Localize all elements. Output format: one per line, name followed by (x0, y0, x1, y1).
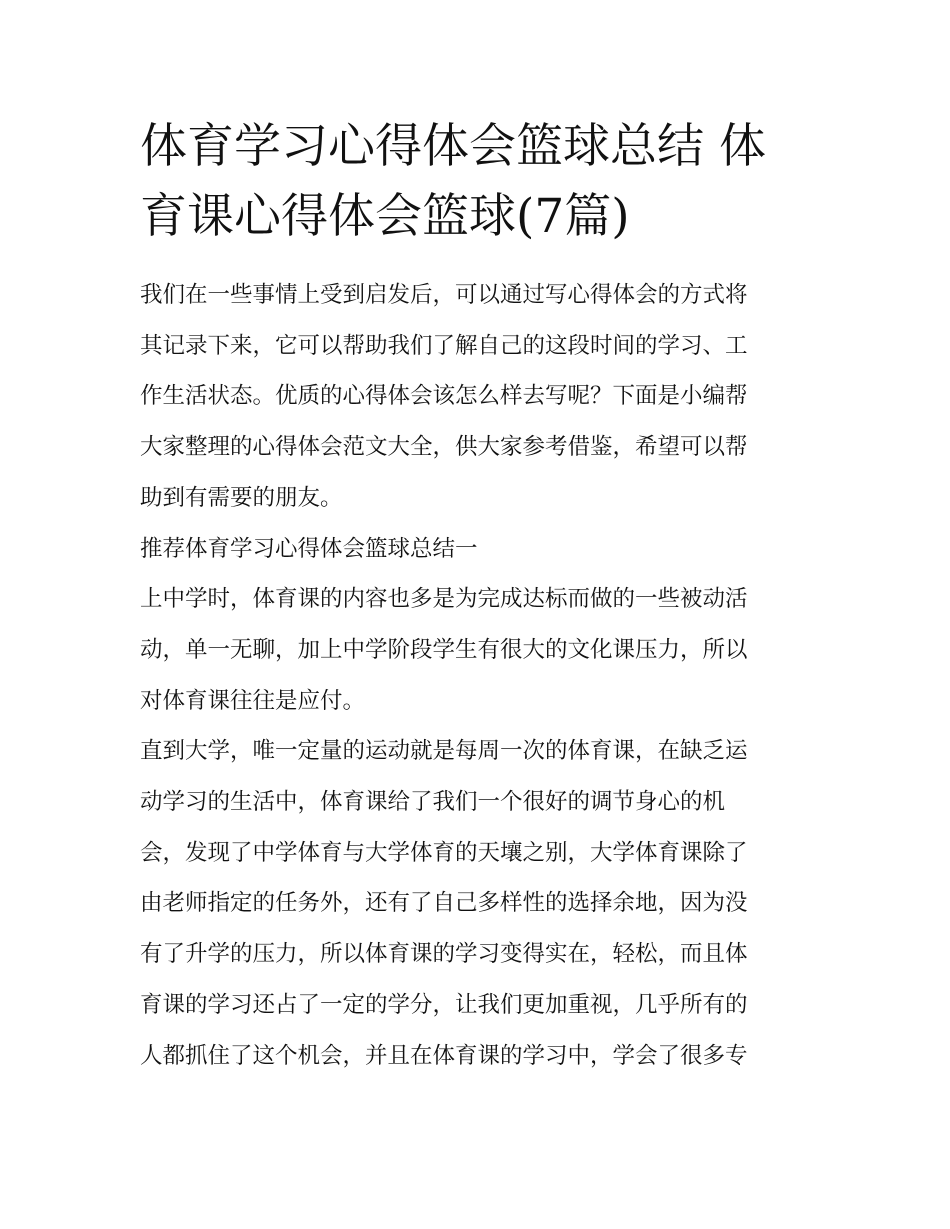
text-line: 由老师指定的任务外，还有了自己多样性的选择余地，因为没 (140, 890, 748, 917)
text-line: 上中学时，体育课的内容也多是为完成达标而做的一些被动活 (140, 586, 748, 613)
text-line: 人都抓住了这个机会，并且在体育课的学习中，学会了很多专 (140, 1042, 748, 1069)
body-paragraph (140, 574, 815, 726)
text-line: 作生活状态。优质的心得体会该怎么样去写呢？下面是小编帮 (140, 383, 748, 410)
text-line: 直到大学，唯一定量的运动就是每周一次的体育课，在缺乏运 (140, 738, 748, 765)
text-line: 育课的学习还占了一定的学分，让我们更加重视，几乎所有的 (140, 991, 748, 1018)
document-body (140, 270, 815, 1081)
text-line: 大家整理的心得体会范文大全，供大家参考借鉴，希望可以帮 (140, 434, 748, 461)
section-heading (140, 524, 815, 575)
intro-paragraph (140, 270, 815, 524)
text-line: 对体育课往往是应付。 (140, 687, 366, 714)
text-line: 动学习的生活中，体育课给了我们一个很好的调节身心的机 (140, 789, 726, 816)
text-line: 会，发现了中学体育与大学体育的天壤之别，大学体育课除了 (140, 839, 748, 866)
text-line: 我们在一些事情上受到启发后，可以通过写心得体会的方式将 (140, 282, 748, 308)
text-line: 助到有需要的朋友。 (140, 484, 343, 511)
title-line: 育课心得体会篮球(7篇) (140, 189, 630, 244)
document-content (140, 112, 815, 1081)
text-line: 其记录下来，它可以帮助我们了解自己的这段时间的学习、工 (140, 332, 748, 359)
text-line: 推荐体育学习心得体会篮球总结一 (140, 535, 478, 562)
title-line: 体育学习心得体会篮球总结 体 (140, 119, 766, 174)
text-line: 有了升学的压力，所以体育课的学习变得实在，轻松，而且体 (140, 941, 748, 968)
document-title (140, 112, 815, 252)
body-paragraph (140, 726, 815, 1081)
text-line: 动，单一无聊，加上中学阶段学生有很大的文化课压力，所以 (140, 636, 748, 663)
